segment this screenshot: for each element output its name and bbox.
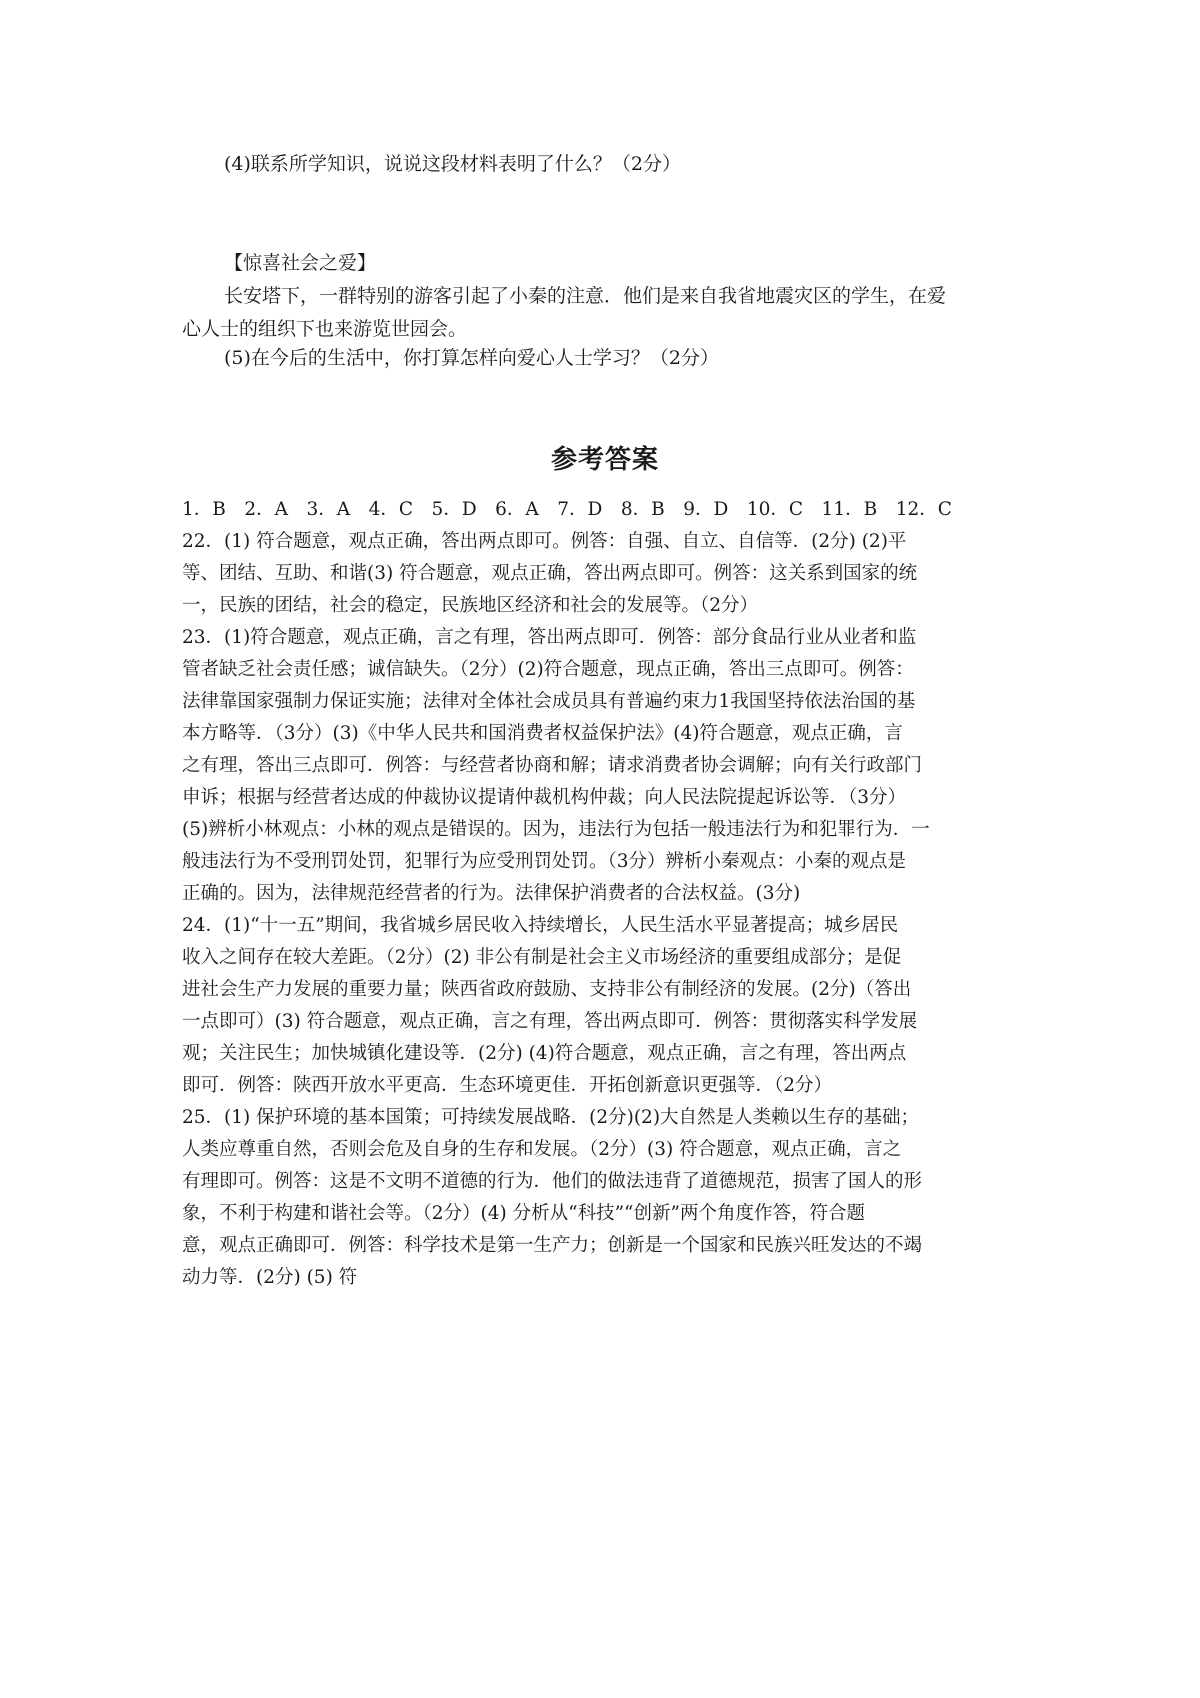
answer-line: 法律靠国家强制力保证实施；法律对全体社会成员具有普遍约束力1我国坚持依法治国的基 bbox=[182, 691, 916, 712]
answers-list bbox=[182, 494, 1028, 1294]
answer-line: 人类应尊重自然，否则会危及自身的生存和发展。（2分）(3) 符合题意，观点正确，言之 bbox=[182, 1139, 902, 1160]
answer-line: 正确的。因为，法律规范经营者的行为。法律保护消费者的合法权益。(3分) bbox=[182, 883, 801, 904]
answer-line: 本方略等．（3分）(3)《中华人民共和国消费者权益保护法》(4)符合题意，观点正确，言 bbox=[182, 723, 903, 744]
question-4: (4)联系所学知识，说说这段材料表明了什么？（2分） bbox=[224, 153, 682, 175]
answer-line: 意，观点正确即可．例答：科学技术是第一生产力；创新是一个国家和民族兴旺发达的不竭 bbox=[182, 1235, 923, 1256]
answer-line: 1．B 2．A 3．A 4．C 5．D 6．A 7．D 8．B 9．D 10．C 11．B 12．C bbox=[182, 499, 952, 520]
section-paragraph bbox=[182, 280, 1028, 346]
answer-line: 等、团结、互助、和谐(3) 符合题意，观点正确，答出两点即可。例答：这关系到国家的统 bbox=[182, 563, 918, 584]
answer-line: 管者缺乏社会责任感；诚信缺失。（2分）(2)符合题意，现点正确，答出三点即可。例答： bbox=[182, 659, 914, 680]
paragraph-line: 长安塔下，一群特别的游客引起了小秦的注意．他们是来自我省地震灾区的学生，在爱 bbox=[224, 285, 947, 307]
answer-line: 动力等．(2分) (5) 符 bbox=[182, 1267, 358, 1288]
paragraph-line: 心人士的组织下也来游览世园会。 bbox=[182, 318, 468, 340]
answer-line: 一，民族的团结，社会的稳定，民族地区经济和社会的发展等。（2分） bbox=[182, 595, 759, 616]
answers-title: 参考答案 bbox=[550, 445, 659, 475]
question-5: (5)在今后的生活中，你打算怎样向爱心人士学习？（2分） bbox=[224, 347, 720, 369]
answer-line: 之有理，答出三点即可．例答：与经营者协商和解；请求消费者协会调解；向有关行政部门 bbox=[182, 755, 923, 776]
answer-line: 有理即可。例答：这是不文明不道德的行为．他们的做法违背了道德规范，损害了国人的形 bbox=[182, 1171, 923, 1192]
answer-line: 24．(1)“十一五”期间，我省城乡居民收入持续增长，人民生活水平显著提高；城乡居民 bbox=[182, 915, 899, 936]
answer-line: 申诉；根据与经营者达成的仲裁协议提请仲裁机构仲裁；向人民法院提起诉讼等．（3分） bbox=[182, 787, 907, 808]
answer-line: 23．(1)符合题意，观点正确，言之有理，答出两点即可．例答：部分食品行业从业者和监 bbox=[182, 627, 917, 648]
answer-line: 象，不利于构建和谐社会等。（2分）(4) 分析从“科技”“创新”两个角度作答，符合题 bbox=[182, 1203, 865, 1224]
answer-line: 即可．例答：陕西开放水平更高．生态环境更佳．开拓创新意识更强等．（2分） bbox=[182, 1075, 833, 1096]
section-heading: 【惊喜社会之爱】 bbox=[224, 252, 377, 274]
answer-line: 般违法行为不受刑罚处罚，犯罪行为应受刑罚处罚。（3分）辨析小秦观点：小秦的观点是 bbox=[182, 851, 907, 872]
answer-line: 收入之间存在较大差距。（2分）(2) 非公有制是社会主义市场经济的重要组成部分；是促 bbox=[182, 947, 902, 968]
answer-line: (5)辨析小林观点：小林的观点是错误的。因为，违法行为包括一般违法行为和犯罪行为．一 bbox=[182, 819, 930, 840]
answer-line: 一点即可）(3) 符合题意，观点正确，言之有理，答出两点即可．例答：贯彻落实科学发展 bbox=[182, 1011, 918, 1032]
answer-line: 进社会生产力发展的重要力量；陕西省政府鼓励、支持非公有制经济的发展。(2分)（答出 bbox=[182, 979, 912, 1000]
answer-line: 22．(1) 符合题意，观点正确，答出两点即可。例答：自强、自立、自信等．(2分) (2)平 bbox=[182, 531, 907, 552]
answer-line: 25．(1) 保护环境的基本国策；可持续发展战略．(2分)(2)大自然是人类赖以生存的基础； bbox=[182, 1107, 920, 1128]
answer-line: 观；关注民生；加快城镇化建设等．(2分) (4)符合题意，观点正确，言之有理，答出两点 bbox=[182, 1043, 907, 1064]
